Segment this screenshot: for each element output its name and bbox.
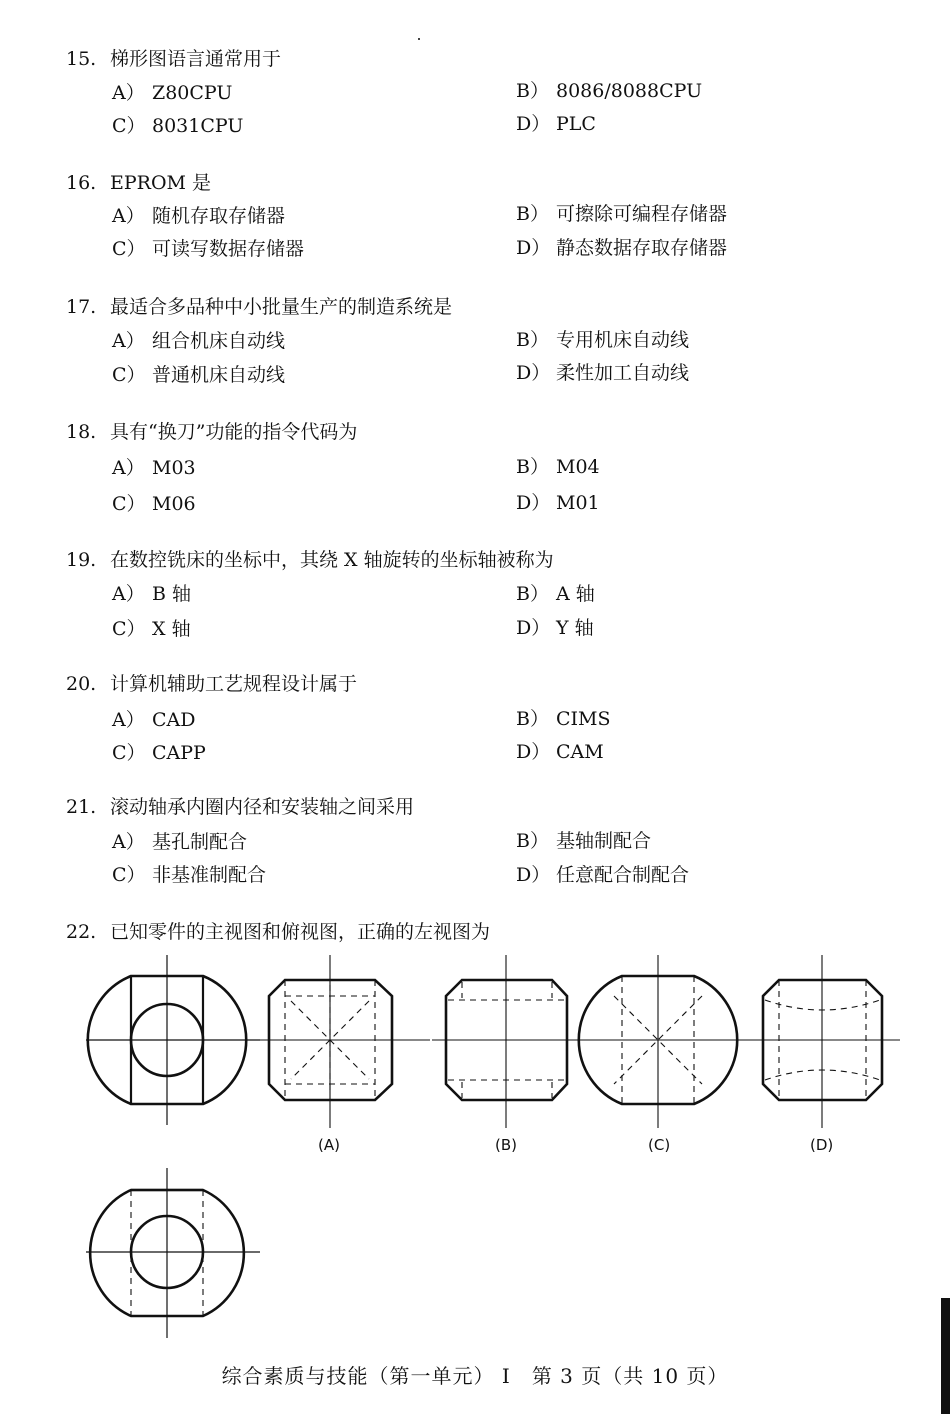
- caption-a: (A): [318, 1136, 340, 1154]
- question-number: 22.: [66, 921, 97, 943]
- option-label: B）: [516, 329, 549, 351]
- option-text: M03: [152, 457, 196, 479]
- option-label: C）: [112, 742, 146, 764]
- question-stem: 最适合多品种中小批量生产的制造系统是: [110, 296, 453, 318]
- option-label: B）: [516, 708, 549, 730]
- option-text: CIMS: [556, 708, 611, 730]
- option-label: D）: [516, 362, 551, 384]
- option-label: C）: [112, 115, 146, 137]
- option-c-drawing[interactable]: [579, 955, 745, 1128]
- question-stem: 滚动轴承内圈内径和安装轴之间采用: [110, 796, 415, 818]
- option-label: A）: [112, 831, 145, 853]
- option-label: D）: [516, 741, 551, 763]
- option-label: B）: [516, 80, 549, 102]
- option-label: B）: [516, 456, 549, 478]
- option-text: 静态数据存取存储器: [556, 237, 728, 259]
- option-text: 8086/8088CPU: [556, 80, 703, 102]
- question-number: 18.: [66, 421, 97, 443]
- option-text: 基轴制配合: [556, 830, 652, 852]
- option-label: D）: [516, 113, 551, 135]
- option-text: 非基准制配合: [152, 864, 267, 886]
- question-number: 19.: [66, 549, 97, 571]
- option-text: Y 轴: [556, 617, 594, 639]
- option-text: 8031CPU: [152, 115, 244, 137]
- option-label: C）: [112, 618, 146, 640]
- option-d-drawing[interactable]: [745, 955, 900, 1128]
- option-text: 基孔制配合: [152, 831, 248, 853]
- page-footer: 综合素质与技能（第一单元） Ⅰ 第 3 页（共 10 页）: [221, 1364, 729, 1388]
- question-number: 15.: [66, 48, 97, 70]
- option-text: 随机存取存储器: [152, 205, 286, 227]
- option-text: B 轴: [152, 583, 192, 605]
- option-b-drawing[interactable]: [432, 955, 584, 1128]
- option-text: CAD: [152, 709, 196, 731]
- option-text: 可擦除可编程存储器: [556, 203, 728, 225]
- option-text: 任意配合制配合: [556, 864, 690, 886]
- front-view: [86, 955, 260, 1125]
- question-number: 16.: [66, 172, 97, 194]
- option-a-drawing[interactable]: [250, 955, 430, 1128]
- option-label: C）: [112, 364, 146, 386]
- option-label: B）: [516, 830, 549, 852]
- option-text: 专用机床自动线: [556, 329, 690, 351]
- option-label: C）: [112, 864, 146, 886]
- option-text: M06: [152, 493, 196, 515]
- question-stem: 已知零件的主视图和俯视图，正确的左视图为: [110, 921, 491, 943]
- option-label: A）: [112, 583, 145, 605]
- caption-b: (B): [495, 1136, 517, 1154]
- option-label: D）: [516, 617, 551, 639]
- option-label: B）: [516, 583, 549, 605]
- option-label: C）: [112, 238, 146, 260]
- option-text: CAM: [556, 741, 604, 763]
- question-stem: 梯形图语言通常用于: [110, 48, 282, 70]
- question-stem: 计算机辅助工艺规程设计属于: [110, 673, 358, 695]
- option-label: D）: [516, 237, 551, 259]
- option-label: B）: [516, 203, 549, 225]
- option-label: D）: [516, 492, 551, 514]
- scan-edge-bar: [941, 1298, 950, 1414]
- option-text: 柔性加工自动线: [556, 362, 690, 384]
- option-text: X 轴: [152, 618, 191, 640]
- option-text: A 轴: [556, 583, 595, 605]
- option-label: A）: [112, 457, 145, 479]
- question-stem: 在数控铣床的坐标中，其绕 X 轴旋转的坐标轴被称为: [110, 549, 554, 571]
- question-stem: 具有“换刀”功能的指令代码为: [110, 421, 358, 443]
- option-text: 普通机床自动线: [152, 364, 286, 386]
- option-text: CAPP: [152, 742, 206, 764]
- question-number: 20.: [66, 673, 97, 695]
- option-text: PLC: [556, 113, 596, 135]
- option-text: Z80CPU: [152, 82, 233, 104]
- option-text: M04: [556, 456, 600, 478]
- top-view: [86, 1168, 260, 1338]
- question-number: 21.: [66, 796, 97, 818]
- option-label: A）: [112, 709, 145, 731]
- option-text: M01: [556, 492, 600, 514]
- option-text: 组合机床自动线: [152, 330, 286, 352]
- option-label: A）: [112, 205, 145, 227]
- question-stem: EPROM 是: [110, 172, 212, 194]
- caption-d: (D): [810, 1136, 834, 1154]
- option-label: A）: [112, 330, 145, 352]
- option-label: D）: [516, 864, 551, 886]
- option-label: C）: [112, 493, 146, 515]
- option-text: 可读写数据存储器: [152, 238, 305, 260]
- caption-c: (C): [648, 1136, 671, 1154]
- question-number: 17.: [66, 296, 97, 318]
- option-label: A）: [112, 82, 145, 104]
